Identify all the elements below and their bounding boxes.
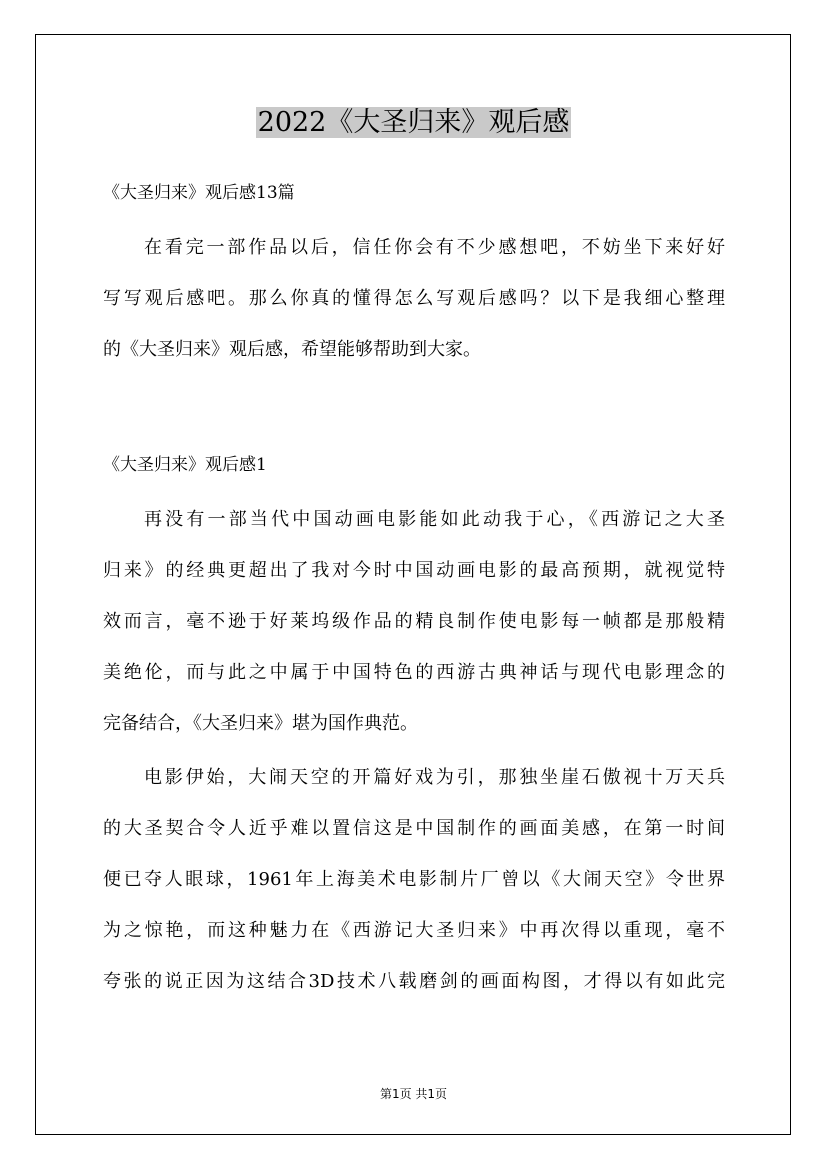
section-heading: 《大圣归来》观后感1 [103,455,267,475]
paragraph-line: 的《大圣归来》观后感，希望能够帮助到大家。 [103,339,481,360]
page-number-footer: 第1页 共1页 [379,1087,448,1101]
document-subtitle: 《大圣归来》观后感13篇 [103,183,295,203]
paragraph-line: 写写观后感吧。那么你真的懂得怎么写观后感吗？以下是我细心整理 [103,288,725,309]
document-title-text: 2022《大圣归来》观后感 [257,107,570,138]
paragraph-line: 归来》的经典更超出了我对今时中国动画电影的最高预期，就视觉特 [103,560,725,581]
paragraph-line: 的大圣契合令人近乎难以置信这是中国制作的画面美感，在第一时间 [103,818,725,839]
paragraph-line: 美绝伦，而与此之中属于中国特色的西游古典神话与现代电影理念的 [103,662,725,683]
paragraph-line: 再没有一部当代中国动画电影能如此动我于心，《西游记之大圣 [144,509,725,530]
body-paragraph-1 [103,494,725,749]
paragraph-line: 效而言，毫不逊于好莱坞级作品的精良制作使电影每一帧都是那般精 [103,611,725,632]
paragraph-line: 完备结合，《大圣归来》堪为国作典范。 [103,713,418,734]
intro-paragraph [103,222,725,375]
paragraph-line: 便已夺人眼球，1961年上海美术电影制片厂曾以《大闹天空》令世界 [103,869,725,890]
paragraph-line: 在看完一部作品以后，信任你会有不少感想吧，不妨坐下来好好 [144,237,725,258]
paragraph-line: 为之惊艳，而这种魅力在《西游记大圣归来》中再次得以重现，毫不 [103,920,725,941]
document-title [0,103,827,143]
paragraph-line: 电影伊始，大闹天空的开篇好戏为引，那独坐崖石傲视十万天兵 [144,767,725,788]
paragraph-line: 夸张的说正因为这结合3D技术八载磨剑的画面构图，才得以有如此完 [103,971,725,992]
body-paragraph-2 [103,752,725,1007]
